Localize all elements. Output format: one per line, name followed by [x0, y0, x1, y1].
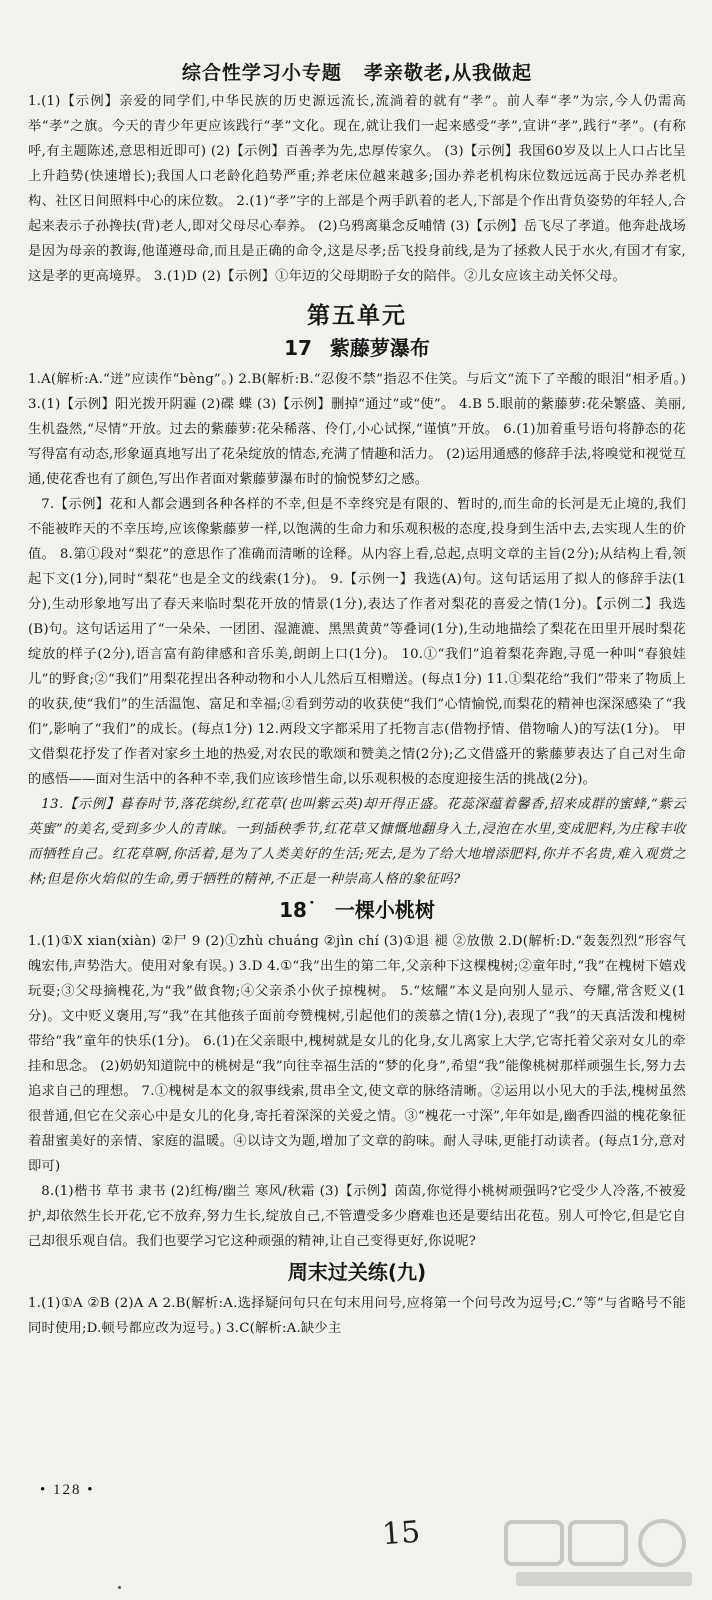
- unit-heading: 第五单元: [307, 303, 407, 329]
- weekend-practice-heading: 周末过关练(九): [287, 1260, 427, 1284]
- topic-heading-main: 综合性学习小专题: [181, 62, 342, 84]
- topic-heading-sub: 孝亲敬老,从我做起: [363, 62, 533, 84]
- lesson-17-answers-part1: 1.A(解析:A.“迸”应读作“bèng”。) 2.B(解析:B.“忍俊不禁”指忍不住笑。与后文“流下了辛酸的眼泪”相矛盾。) 3.(1)【示例】阳光拨开阴霾 (2)碟 蝶 (3)【示例】删掉“通过”或“使”。 4.B 5.眼前的紫藤萝:花朵繁盛、美丽,生机盎然,“尽情”开放。过去的紫藤萝:花朵稀落、伶仃,小心试探,“谨慎”开放。 6.(1)加着重号语句将静态的花写得富有动态,形象逼真地写出了花朵绽放的情态,充满了情趣和活力。 (2)运用通感的修辞手法,将嗅觉和视觉互通,使花香也有了颜色,写出作者面对紫藤萝瀑布时的愉悦梦幻之感。: [28, 372, 686, 487]
- ink-speck: [118, 1586, 121, 1589]
- lesson-18-answers-part1: 1.(1)①X xian(xiàn) ②尸 9 (2)①zhù chuáng ②jìn chí (3)①退 褪 ②放傲 2.D(解析:D.“轰轰烈烈”形容气魄宏伟,声势浩大。使用对象有误。) 3.D 4.①“我”出生的第二年,父亲种下这棵槐树;②童年时,“我”在槐树下嬉戏玩耍;③父母摘槐花,为“我”做食物;④父亲杀小伙子掠槐树。 5.“炫耀”本义是向别人显示、夸耀,常含贬义(1分)。文中贬义褒用,写“我”在其他孩子面前夸赞槐树,引起他们的羡慕之情(1分),表现了“我”的天真活泼和槐树带给“我”童年的快乐(1分)。 6.(1)在父亲眼中,槐树就是女儿的化身,女儿离家上大学,它寄托着父亲对女儿的牵挂和思念。 (2)奶奶知道院中的桃树是“我”向往幸福生活的“梦的化身”,希望“我”能像桃树那样顽强生长,努力去追求自己的理想。 7.①槐树是本文的叙事线索,贯串全文,使文章的脉络清晰。②运用以小见大的手法,槐树虽然很普通,但它在父亲心中是女儿的化身,寄托着深深的关爱之情。③“槐花一寸深”,年年如是,幽香四溢的槐花象征着甜蜜美好的亲情、家庭的温暖。④以诗文为题,增加了文章的韵味。耐人寻味,更能打动读者。(每点1分,意对即可): [28, 934, 686, 1174]
- lesson-18-heading: [28, 894, 686, 923]
- lesson-17-title: 紫藤萝瀑布: [329, 336, 430, 360]
- handwritten-mark: 15: [380, 1514, 422, 1553]
- page-number: • 128 •: [40, 1482, 95, 1498]
- weekend-practice-answers: 1.(1)①A ②B (2)A A 2.B(解析:A.选择疑问句只在句末用问号,应将第一个问号改为逗号;C.“等”与省略号不能同时使用;D.顿号都应改为逗号。) 3.C(解析:A.缺少主: [28, 1296, 686, 1336]
- topic-heading: [28, 58, 686, 85]
- topic-answers: 1.(1)【示例】亲爱的同学们,中华民族的历史源远流长,流淌着的就有“孝”。前人奉“孝”为宗,今人仍需高举“孝”之旗。今天的青少年更应该践行“孝”文化。现在,就让我们一起来感受“孝”,宣讲“孝”,践行“孝”。(有称呼,有主题陈述,意思相近即可) (2)【示例】百善孝为先,忠厚传家久。 (3)【示例】我国60岁及以上人口占比呈上升趋势(快速增长);我国人口老龄化趋势严重;养老床位越来越多;国办养老机构床位数远远高于民办养老机构、社区日间照料中心的床位数。 2.(1)“孝”字的上部是个两手趴着的老人,下部是个作出背负姿势的年轻人,合起来表示子孙搀扶(背)老人,即对父母尽心奉养。 (2)乌鸦离巢念反哺情 (3)【示例】岳飞尽了孝道。他奔赴战场是因为母亲的教诲,他谨遵母命,而且是正确的命令,这是尽孝;岳飞投身前线,是为了拯救人民于水火,有国才有家,这是孝的更高境界。 3.(1)D (2)【示例】①年迈的父母期盼子女的陪伴。②儿女应该主动关怀父母。: [28, 94, 686, 284]
- lesson-17-number: 17: [284, 336, 312, 360]
- lesson-17-answers-part2: 7.【示例】花和人都会遇到各种各样的不幸,但是不幸终究是有限的、暂时的,而生命的长河是无止境的,我们不能被昨天的不幸压垮,应该像紫藤萝一样,以饱满的生命力和乐观积极的态度,投身到生活中去,去实现人生的价值。 8.第①段对“梨花”的意思作了准确而清晰的诠释。从内容上看,总起,点明文章的主旨(2分);从结构上看,领起下文(1分),同时“梨花”也是全文的线索(1分)。 9.【示例一】我选(A)句。这句话运用了拟人的修辞手法(1分),生动形象地写出了春天来临时梨花开放的情景(1分),表达了作者对梨花的喜爱之情(1分)。【示例二】我选(B)句。这句话运用了“一朵朵、一团团、湿漉漉、黑黑黄黄”等叠词(1分),生动地描绘了梨花在田里开展时梨花绽放的样子(2分),语言富有韵律感和音乐美,朗朗上口(1分)。 10.①“我们”追着梨花奔跑,寻觅一种叫“春狼娃儿”的野食;②“我们”用梨花捏出各种动物和小人儿然后互相赠送。(每点1分) 11.①梨花给“我们”带来了物质上的收获,使“我们”的生活温饱、富足和幸福;②看到劳动的收获使“我们”心情愉悦,而梨花的精神也深深感染了“我们”,影响了“我们”的成长。(每点1分) 12.两段文字都采用了托物言志(借物抒情、借物喻人)的写法(1分)。 甲文借梨花抒发了作者对家乡土地的热爱,对农民的歌颂和赞美之情(2分);乙文借盛开的紫藤萝表达了自己对生命的感悟——面对生活中的各种不幸,我们应该珍惜生命,以乐观积极的态度迎接生活的挑战(2分)。: [28, 497, 686, 787]
- lesson-18-answers-part2: 8.(1)楷书 草书 隶书 (2)红梅/幽兰 寒风/秋霜 (3)【示例】茵茵,你觉得小桃树顽强吗?它受少人冷落,不被爱护,却依然生长开花,它不放弃,努力生长,绽放自己,不管遭受多少磨难也还是要结出花苞。别人可怜它,但是它自己却很乐观自信。我们也要学习它这种顽强的精神,让自己变得更好,你说呢?: [28, 1184, 686, 1249]
- lesson-17-heading: [28, 332, 686, 361]
- watermark-logo: [502, 1516, 702, 1592]
- lesson-18-number: 18˙: [279, 898, 317, 922]
- watermark-logo-graphic: [502, 1516, 702, 1592]
- lesson-18-title: 一棵小桃树: [334, 898, 435, 922]
- lesson-17-answers-part3: 13.【示例】暮春时节,落花缤纷,红花草(也叫紫云英)却开得正盛。花蕊深蕴着馨香,招来成群的蜜蜂,“紫云英蜜”的美名,受到多少人的青睐。一到插秧季节,红花草又慷慨地翻身入土,浸泡在水里,变成肥料,为庄稼丰收而牺牲自己。红花草啊,你活着,是为了人类美好的生活;死去,是为了给大地增添肥料,你并不名贵,难入观赏之林;但是你火焰似的生命,勇于牺牲的精神,不正是一种崇高人格的象征吗?: [28, 797, 686, 887]
